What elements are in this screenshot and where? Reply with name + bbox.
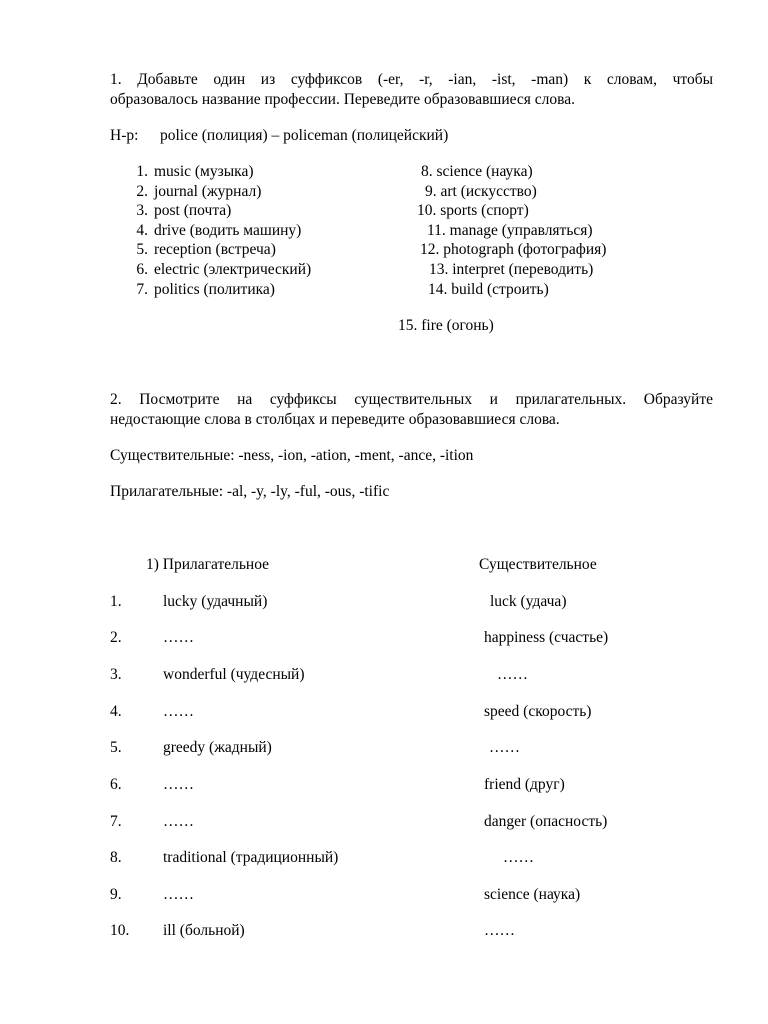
table-header-noun: Существительное <box>479 556 597 573</box>
row-noun: luck (удача) <box>490 593 567 610</box>
row-number: 1. <box>110 593 122 610</box>
row-adjective: …… <box>163 703 194 720</box>
task1-instruction-line1: 1. Добавьте один из суффиксов (-er, -r, -ian, -ist, -man) к словам, чтобы <box>110 71 713 88</box>
task1-left-item: 7. politics (политика) <box>136 281 275 298</box>
task1-left-item: 2. journal (журнал) <box>136 183 262 200</box>
task1-right-item: 10. sports (спорт) <box>417 202 529 219</box>
task2-instruction-line1: 2. Посмотрите на суффиксы существительных и прилагательных. Образуйте <box>110 391 713 408</box>
table-header-adjective: 1) Прилагательное <box>146 556 270 573</box>
row-number: 10. <box>110 922 130 939</box>
row-number: 3. <box>110 666 122 683</box>
task1-example-label: Н-р: <box>110 127 139 144</box>
task2-instruction-line2: недостающие слова в столбцах и переведите образовавшиеся слова. <box>110 411 560 428</box>
task1-example-text: police (полиция) – policeman (полицейский) <box>160 127 449 144</box>
row-adjective: greedy (жадный) <box>163 739 272 756</box>
task1-right-item: 12. photograph (фотография) <box>420 241 607 258</box>
row-number: 4. <box>110 703 122 720</box>
row-noun: speed (скорость) <box>484 703 592 720</box>
row-noun: happiness (счастье) <box>484 629 609 646</box>
row-number: 9. <box>110 886 122 903</box>
row-adjective: ill (больной) <box>163 922 245 939</box>
task1-last-item: 15. fire (огонь) <box>398 317 494 334</box>
task1-right-item: 8. science (наука) <box>421 163 533 180</box>
task1-left-item: 1. music (музыка) <box>136 163 254 180</box>
row-noun: …… <box>489 739 520 756</box>
task1-right-item: 11. manage (управляться) <box>427 222 593 239</box>
row-adjective: …… <box>163 813 194 830</box>
row-noun: …… <box>484 922 515 939</box>
row-noun: …… <box>503 849 534 866</box>
row-number: 5. <box>110 739 122 756</box>
nouns-suffixes-line: Существительные: -ness, -ion, -ation, -ment, -ance, -ition <box>110 447 474 464</box>
row-number: 7. <box>110 813 122 830</box>
row-noun: danger (опасность) <box>484 813 608 830</box>
adjectives-suffixes-line: Прилагательные: -al, -y, -ly, -ful, -ous, -tific <box>110 483 390 500</box>
row-number: 2. <box>110 629 122 646</box>
task1-right-item: 14. build (строить) <box>428 281 549 298</box>
row-adjective: lucky (удачный) <box>163 593 268 610</box>
task1-instruction-line2: образовалось название профессии. Переведите образовавшиеся слова. <box>110 91 575 108</box>
row-adjective: …… <box>163 629 194 646</box>
task1-right-item: 13. interpret (переводить) <box>429 261 594 278</box>
task1-left-item: 5. reception (встреча) <box>136 241 276 258</box>
task1-left-item: 3. post (почта) <box>136 202 232 219</box>
task1-left-item: 4. drive (водить машину) <box>136 222 302 239</box>
task1-left-item: 6. electric (электрический) <box>136 261 312 278</box>
row-noun: friend (друг) <box>484 776 565 793</box>
row-noun: science (наука) <box>484 886 581 903</box>
row-adjective: …… <box>163 886 194 903</box>
row-adjective: traditional (традиционный) <box>163 849 339 866</box>
row-adjective: wonderful (чудесный) <box>163 666 305 683</box>
task1-right-item: 9. art (искусство) <box>425 183 537 200</box>
row-number: 6. <box>110 776 122 793</box>
row-adjective: …… <box>163 776 194 793</box>
row-number: 8. <box>110 849 122 866</box>
row-noun: …… <box>497 666 528 683</box>
